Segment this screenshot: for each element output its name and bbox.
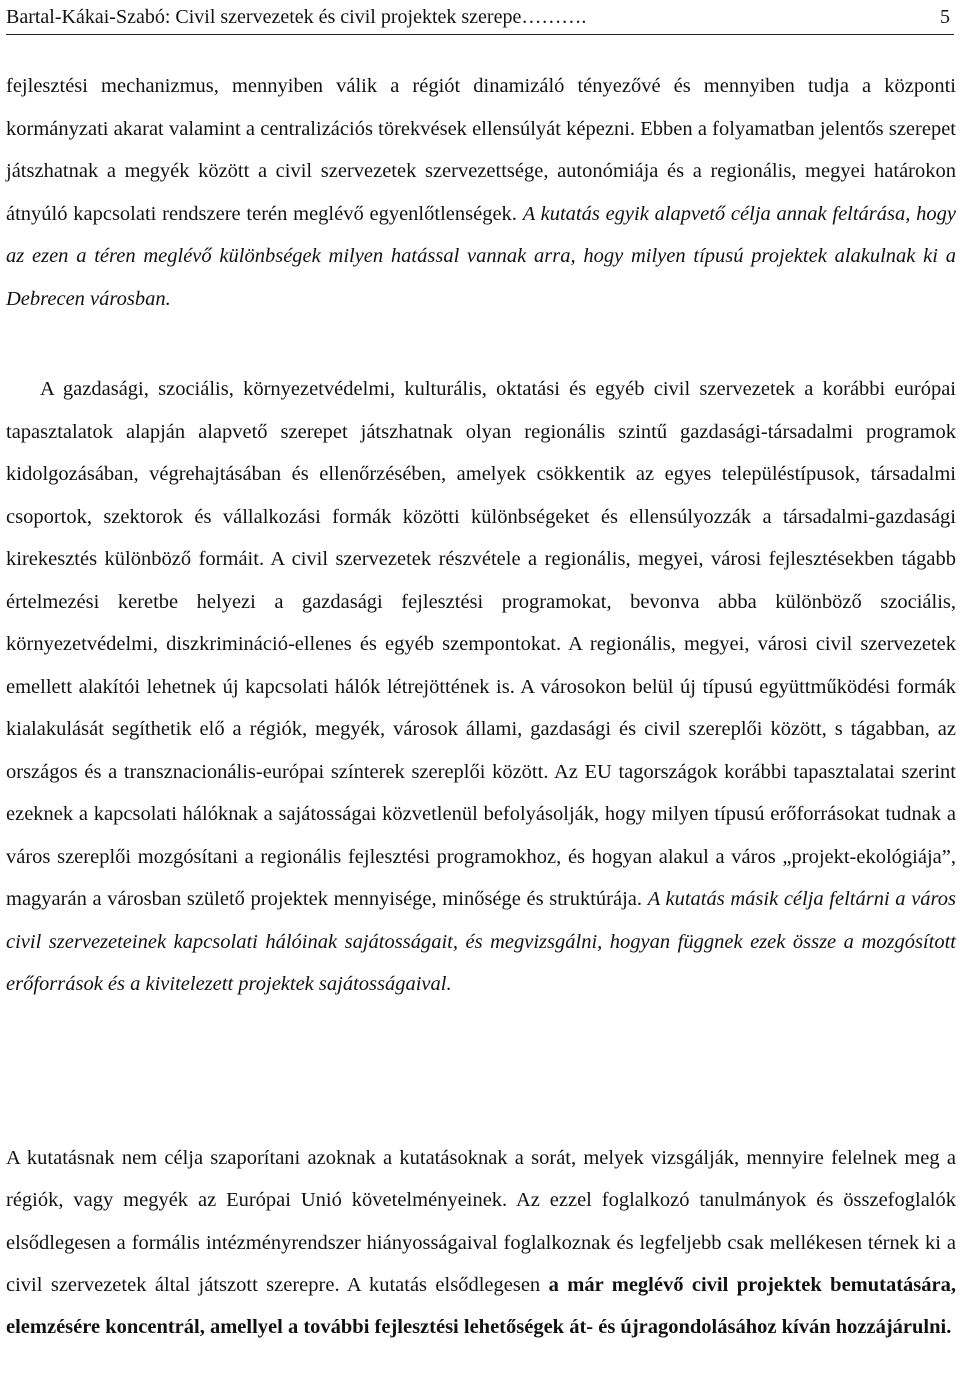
paragraph-3 xyxy=(6,1137,956,1348)
header-title: Bartal-Kákai-Szabó: Civil szervezetek és civil projektek szerepe………. xyxy=(6,6,587,28)
page-number: 5 xyxy=(940,6,950,28)
paragraph-3-text: A kutatásnak nem célja szaporítani azoknak a kutatásoknak a sorát, melyek vizsgálják, mennyire felelnek meg a régiók, vagy megyék az Európai Unió követelményeinek. Az ezzel foglalkozó tanulmányok és összefoglalók elsődlegesen a formális intézményrendszer hiányosságaival foglalkoznak és legfeljebb csak mellékesen térnek ki a civil szervezetek által játszott szerepre. A kutatás elsődlegesen xyxy=(6,1147,956,1296)
paragraph-2 xyxy=(6,368,956,1006)
paragraph-3-emphasis: a már meglévő civil projektek bemutatására, elemzésére koncentrál, amellyel a további fejlesztési lehetőségek át- és újragondolásához kíván hozzájárulni. xyxy=(6,1273,957,1339)
paragraph-1-research-goal: A kutatás egyik alapvető célja annak feltárása, hogy az ezen a téren meglévő különbségek milyen hatással vannak arra, hogy milyen típusú projektek alakulnak ki a Debrecen városban. xyxy=(6,202,956,310)
paragraph-2-research-goal: A kutatás másik célja feltárni a város civil szervezeteinek kapcsolati hálóinak sajátosságait, és megvizsgálni, hogyan függnek ezek össze a mozgósított erőforrások és a kivitelezett projektek sajátosságaival. xyxy=(6,888,956,995)
paragraph-1 xyxy=(6,65,956,320)
header-rule xyxy=(6,34,954,35)
running-header xyxy=(6,2,954,32)
paragraph-2-text: A gazdasági, szociális, környezetvédelmi, kulturális, oktatási és egyéb civil szervezetek a korábbi európai tapasztalatok alapján alapvető szerepet játszhatnak olyan regionális szintű gazdasági-társadalmi programok kidolgozásában, végrehajtásában és ellenőrzésében, amelyek csökkentik az egyes településtípusok, társadalmi csoportok, szektorok és vállalkozási formák közötti különbségeket és ellensúlyozzák a társadalmi-gazdasági kirekesztés különböző formáit. A civil szervezetek részvétele a regionális, megyei, városi fejlesztésekben tágabb értelmezési keretbe helyezi a gazdasági fejlesztési programokat, bevonva abba különböző szociális, környezetvédelmi, diszkrimináció-ellenes és egyéb szempontokat. A regionális, megyei, városi civil szervezetek emellett alakítói lehetnek új kapcsolati hálók létrejöttének is. A városokon belül új típusú együttműködési formák kialakulását segíthetik elő a régiók, megyék, városok állami, gazdasági és civil szereplői között, s tágabban, az országos és a transznacionális-európai színterek szereplői között. Az EU tagországok korábbi tapasztalatai szerint ezeknek a kapcsolati hálóknak a sajátosságai közvetlenül befolyásolják, hogy milyen típusú erőforrásokat tudnak a város szereplői mozgósítani a regionális fejlesztési programokhoz, és hogyan alakul a város „projekt-ekológiája”, magyarán a városban születő projektek mennyisége, minősége és struktúrája. xyxy=(6,378,956,910)
paragraph-1-text: fejlesztési mechanizmus, mennyiben válik a régiót dinamizáló tényezővé és mennyiben tudja a központi kormányzati akarat valamint a centralizációs törekvések ellensúlyát képezni. Ebben a folyamatban jelentős szerepet játszhatnak a megyék között a civil szervezetek szervezettsége, autonómiája és a regionális, megyei határokon átnyúló kapcsolati rendszere terén meglévő egyenlőtlenségek. xyxy=(6,75,956,225)
